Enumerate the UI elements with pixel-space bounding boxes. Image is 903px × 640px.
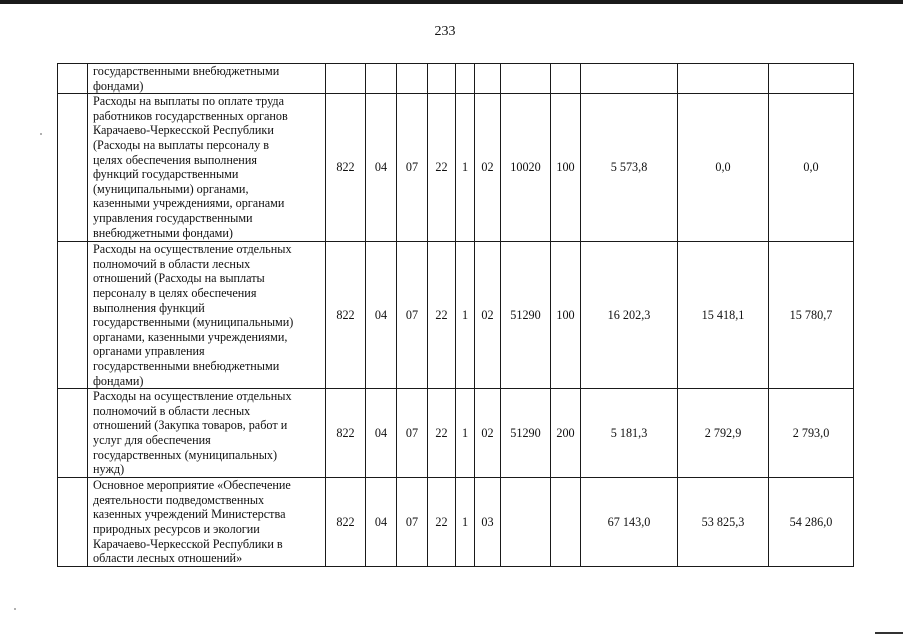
code-section: 04 [366, 389, 397, 478]
code-program: 22 [428, 389, 456, 478]
row-description [88, 64, 326, 94]
code-expense-type: 200 [551, 389, 581, 478]
description-line: Карачаево-Черкесской Республики в [93, 536, 283, 551]
code-ministry: 822 [326, 478, 366, 567]
code-direction [501, 478, 551, 567]
code-subsection: 07 [397, 478, 428, 567]
scan-speck [40, 133, 42, 135]
description-line: (Расходы на выплаты персоналу в [93, 137, 270, 152]
description-line: казенными учреждениями, органами [93, 196, 285, 211]
table-row [58, 389, 854, 478]
code-program: 22 [428, 478, 456, 567]
description-line: природных ресурсов и экологии [93, 521, 260, 536]
description-line: фондами) [93, 373, 144, 388]
description-line: Расходы на осуществление отдельных [93, 242, 292, 257]
code-direction: 51290 [501, 242, 551, 389]
amount-year-2: 0,0 [678, 94, 769, 242]
amount-year-3: 0,0 [769, 94, 854, 242]
row-description [88, 242, 326, 389]
amount-year-2: 53 825,3 [678, 478, 769, 567]
code-subprogram: 1 [456, 242, 475, 389]
description-line: нужд) [93, 462, 125, 477]
code-ministry: 822 [326, 94, 366, 242]
table-row [58, 64, 854, 94]
row-index-cell [58, 242, 88, 389]
description-line: органами, казенными учреждениями, [93, 329, 288, 344]
scan-speck [14, 608, 16, 610]
amount-year-3: 15 780,7 [769, 242, 854, 389]
description-line: выполнения функций [93, 300, 205, 315]
amount-year-2: 2 792,9 [678, 389, 769, 478]
description-line: полномочий в области лесных [93, 256, 251, 271]
code-ministry [326, 64, 366, 94]
budget-table [57, 63, 854, 567]
row-index-cell [58, 94, 88, 242]
row-description [88, 478, 326, 567]
bottom-edge-mark [875, 632, 903, 634]
description-line: государственных (муниципальных) [93, 447, 278, 462]
description-line: (муниципальными) органами, [93, 181, 249, 196]
description-line: казенных учреждений Министерства [93, 507, 286, 522]
code-section: 04 [366, 242, 397, 389]
row-description [88, 94, 326, 242]
description-line: Основное мероприятие «Обеспечение [93, 478, 291, 493]
row-description [88, 389, 326, 478]
description-line: государственными внебюджетными [93, 358, 280, 373]
description-line: услуг для обеспечения [93, 432, 211, 447]
code-subprogram [456, 64, 475, 94]
table-row [58, 94, 854, 242]
description-line: государственными (муниципальными) [93, 315, 294, 330]
code-subsection [397, 64, 428, 94]
description-line: отношений (Расходы на выплаты [93, 271, 265, 286]
code-direction [501, 64, 551, 94]
code-subprogram: 1 [456, 94, 475, 242]
description-line: отношений (Закупка товаров, работ и [93, 418, 288, 433]
code-event: 02 [475, 242, 501, 389]
code-subprogram: 1 [456, 478, 475, 567]
code-direction: 10020 [501, 94, 551, 242]
table-body [58, 64, 854, 567]
description-line: деятельности подведомственных [93, 492, 265, 507]
code-program [428, 64, 456, 94]
code-expense-type [551, 478, 581, 567]
table-row [58, 242, 854, 389]
amount-year-3: 54 286,0 [769, 478, 854, 567]
code-event [475, 64, 501, 94]
row-index-cell [58, 389, 88, 478]
description-line: внебюджетными фондами) [93, 225, 233, 240]
table-row [58, 478, 854, 567]
description-line: Карачаево-Черкесской Республики [93, 123, 274, 138]
amount-year-3: 2 793,0 [769, 389, 854, 478]
top-border-bar [0, 0, 903, 4]
row-index-cell [58, 478, 88, 567]
code-ministry: 822 [326, 242, 366, 389]
code-expense-type: 100 [551, 94, 581, 242]
description-line: функций государственными [93, 167, 239, 182]
description-line: управления государственными [93, 210, 253, 225]
code-subsection: 07 [397, 242, 428, 389]
amount-year-1: 5 573,8 [581, 94, 678, 242]
code-section [366, 64, 397, 94]
amount-year-3 [769, 64, 854, 94]
row-index-cell [58, 64, 88, 94]
code-section: 04 [366, 94, 397, 242]
amount-year-1: 16 202,3 [581, 242, 678, 389]
code-event: 02 [475, 94, 501, 242]
code-expense-type: 100 [551, 242, 581, 389]
code-subsection: 07 [397, 389, 428, 478]
description-line: целях обеспечения выполнения [93, 152, 257, 167]
description-line: Расходы на осуществление отдельных [93, 389, 292, 404]
page-number: 233 [434, 24, 456, 39]
code-event: 02 [475, 389, 501, 478]
description-line: органами управления [93, 344, 205, 359]
code-direction: 51290 [501, 389, 551, 478]
amount-year-1: 67 143,0 [581, 478, 678, 567]
code-subsection: 07 [397, 94, 428, 242]
amount-year-1 [581, 64, 678, 94]
description-line: фондами) [93, 78, 144, 93]
amount-year-2: 15 418,1 [678, 242, 769, 389]
code-program: 22 [428, 242, 456, 389]
amount-year-2 [678, 64, 769, 94]
code-section: 04 [366, 478, 397, 567]
amount-year-1: 5 181,3 [581, 389, 678, 478]
description-line: работников государственных органов [93, 108, 288, 123]
code-ministry: 822 [326, 389, 366, 478]
description-line: персоналу в целях обеспечения [93, 285, 257, 300]
description-line: государственными внебюджетными [93, 64, 280, 78]
description-line: полномочий в области лесных [93, 403, 251, 418]
code-program: 22 [428, 94, 456, 242]
code-expense-type [551, 64, 581, 94]
code-event: 03 [475, 478, 501, 567]
description-line: Расходы на выплаты по оплате труда [93, 94, 285, 109]
description-line: области лесных отношений» [93, 551, 243, 566]
code-subprogram: 1 [456, 389, 475, 478]
